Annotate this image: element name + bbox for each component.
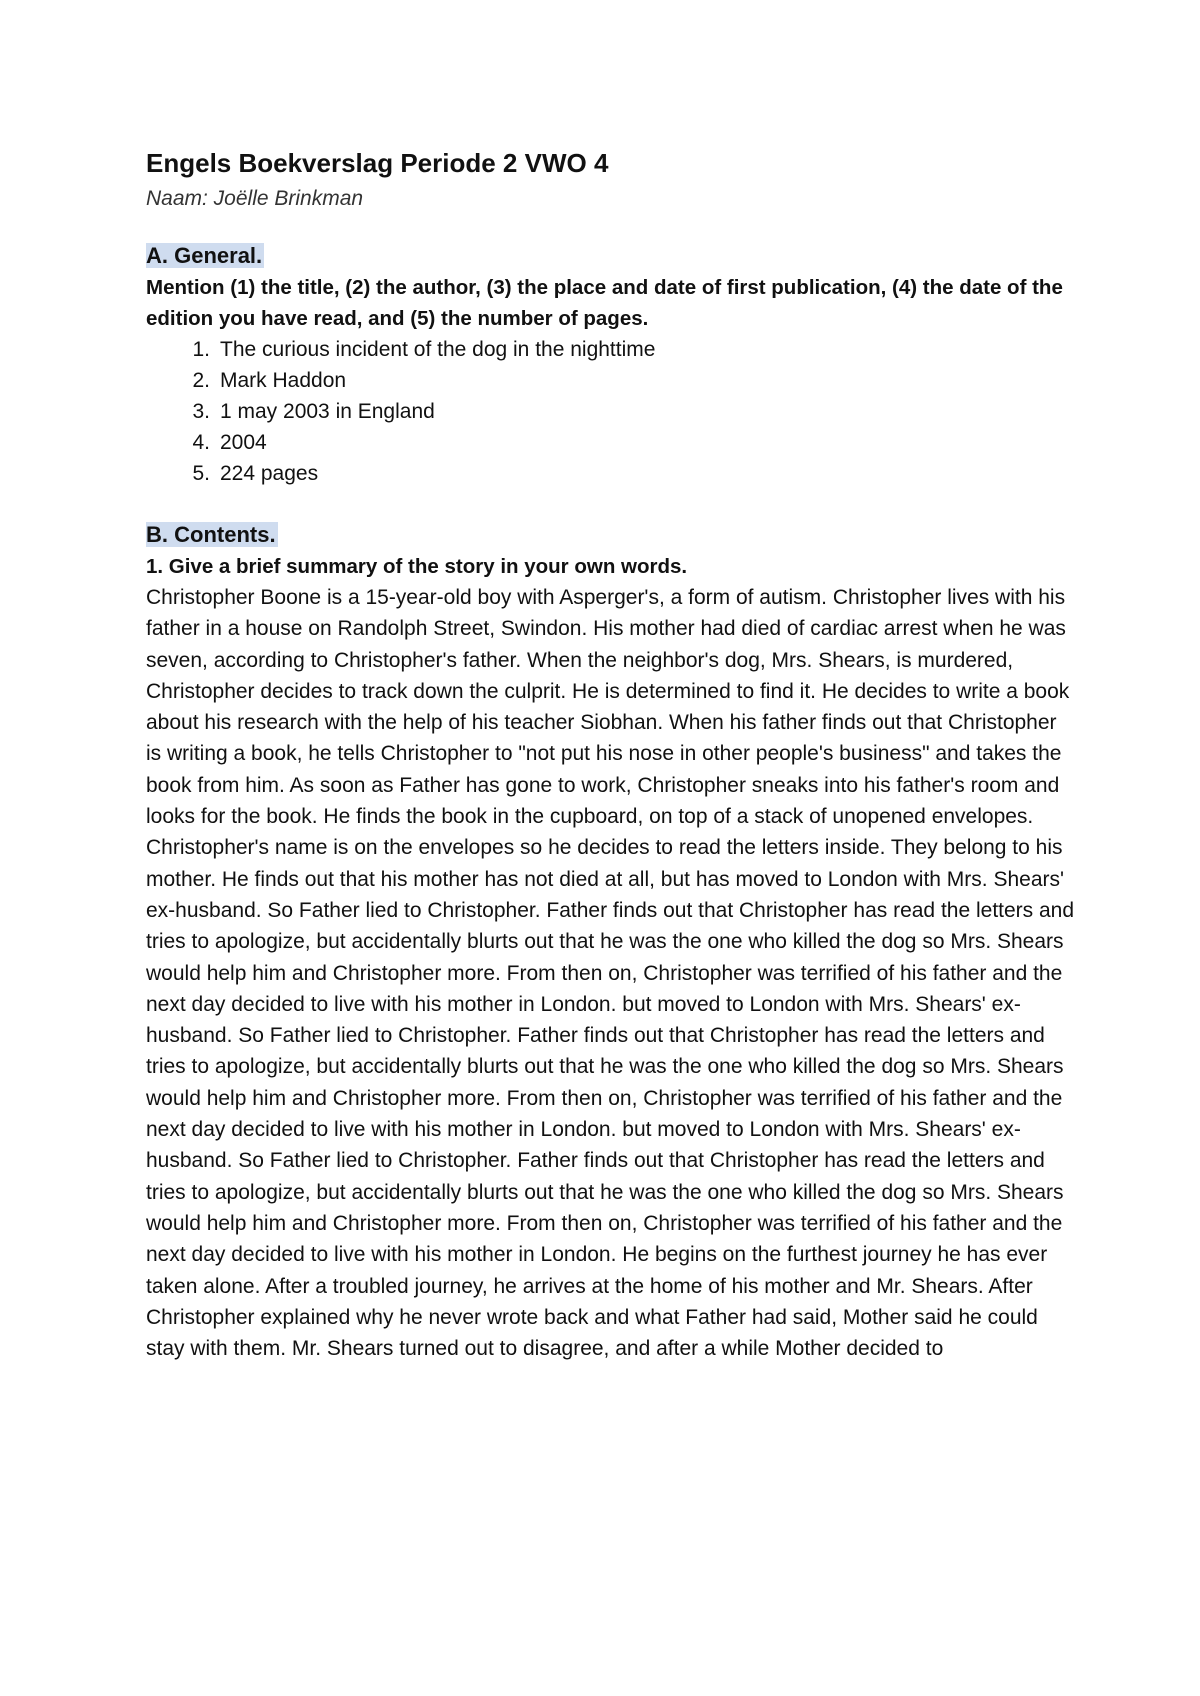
question-summary: 1. Give a brief summary of the story in your own words. [146, 555, 688, 578]
list-item-text: The curious incident of the dog in the nighttime [220, 338, 656, 361]
list-item-text: 2004 [220, 431, 267, 454]
list-item-number: 3 . [146, 396, 220, 427]
section-heading-general [146, 240, 1076, 272]
section-heading-contents-text: B. Contents. [146, 522, 276, 547]
list-item [146, 334, 1076, 365]
list-item [146, 365, 1076, 396]
list-item-text: 224 pages [220, 462, 319, 485]
page-title: Engels Boekverslag Periode 2 VWO 4 [146, 148, 609, 178]
list-item-number: 4 . [146, 427, 220, 458]
question-general: Mention (1) the title, (2) the author, (3) the place and date of first publication, (4) the date of the edition you have read, and (5) the number of pages. [146, 276, 1063, 330]
list-item-number: 5 . [146, 458, 220, 489]
list-item [146, 427, 1076, 458]
summary-paragraph: Christopher Boone is a 15-year-old boy with Asperger's, a form of autism. Christopher lives with his father in a house on Randolph Street, Swindon. His mother had died of cardiac arrest when he was seven, according to Christopher's father. When the neighbor's dog, Mrs. Shears, is murdered, Christopher decides to track down the culprit. He is determined to find it. He decides to write a book about his research with the help of his teacher Siobhan. When his father finds out that Christopher is writing a book, he tells Christopher to "not put his nose in other people's business" and takes the book from him. As soon as Father has gone to work, Christopher sneaks into his father's room and looks for the book. He finds the book in the cupboard, on top of a stack of unopened envelopes. Christopher's name is on the envelopes so he decides to read the letters inside. They belong to his mother. He finds out that his mother has not died at all, but has moved to London with Mrs. Shears' ex-husband. So Father lied to Christopher. Father finds out that Christopher has read the letters and tries to apologize, but accidentally blurts out that he was the one who killed the dog so Mrs. Shears would help him and Christopher more. From then on, Christopher was terrified of his father and the next day decided to live with his mother in London. but moved to London with Mrs. Shears' ex-husband. So Father lied to Christopher. Father finds out that Christopher has read the letters and tries to apologize, but accidentally blurts out that he was the one who killed the dog so Mrs. Shears would help him and Christopher more. From then on, Christopher was terrified of his father and the next day decided to live with his mother in London. but moved to London with Mrs. Shears' ex-husband. So Father lied to Christopher. Father finds out that Christopher has read the letters and tries to apologize, but accidentally blurts out that he was the one who killed the dog so Mrs. Shears would help him and Christopher more. From then on, Christopher was terrified of his father and the next day decided to live with his mother in London. He begins on the furthest journey he has ever taken alone. After a troubled journey, he arrives at the home of his mother and Mr. Shears. After Christopher explained why he never wrote back and what Father had said, Mother said he could stay with them. Mr. Shears turned out to disagree, and after a while Mother decided to [146, 586, 1075, 1361]
answer-list [146, 334, 1076, 489]
list-item-text: 1 may 2003 in England [220, 400, 435, 423]
list-item [146, 458, 1076, 489]
document-body [146, 146, 1076, 1364]
section-heading-contents [146, 519, 1076, 551]
section-contents [146, 519, 1076, 1364]
list-item-number: 1 . [146, 334, 220, 365]
list-item-number: 2 . [146, 365, 220, 396]
list-item-text: Mark Haddon [220, 369, 347, 392]
list-item [146, 396, 1076, 427]
section-general [146, 240, 1076, 489]
student-name: Naam: Joëlle Brinkman [146, 187, 364, 210]
section-heading-general-text: A. General. [146, 243, 263, 268]
